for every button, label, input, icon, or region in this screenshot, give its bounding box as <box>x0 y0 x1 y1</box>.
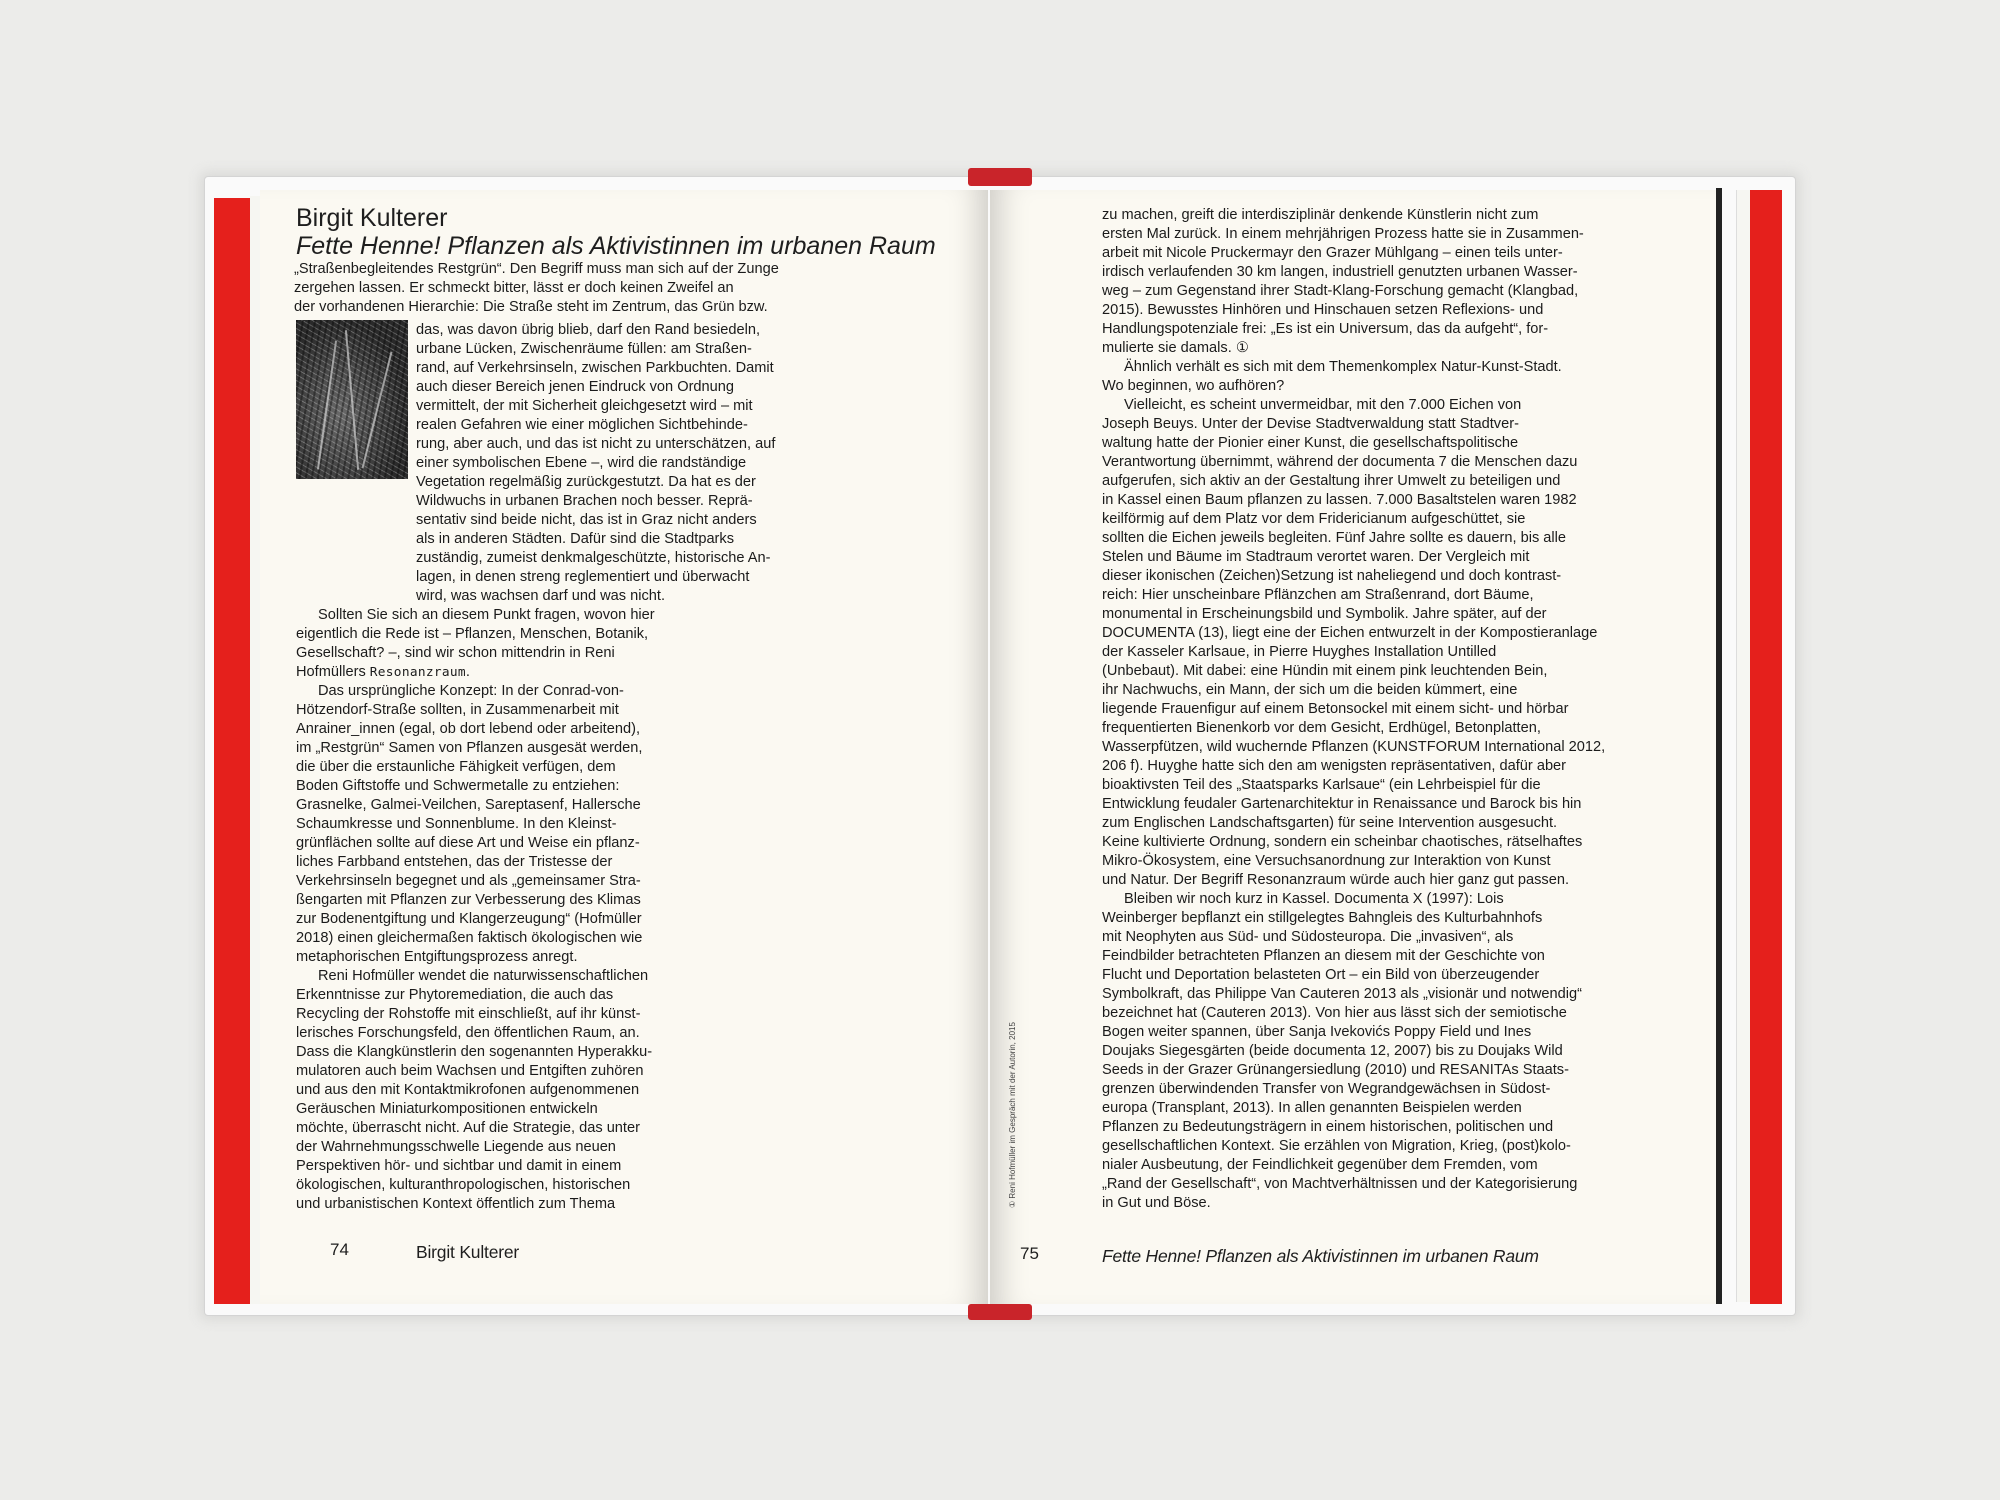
text-line: Bogen weiter spannen, über Sanja Ivekovićs Poppy Field und Ines <box>1102 1024 1532 1040</box>
text-line: rung, aber auch, und das ist nicht zu unterschätzen, auf <box>416 436 776 452</box>
page-number-right: 75 <box>1020 1244 1039 1263</box>
article-author: Birgit Kulterer <box>296 204 448 232</box>
text-line: lagen, in denen streng reglementiert und überwacht <box>416 569 750 585</box>
text-line: als in anderen Städten. Dafür sind die Stadtparks <box>416 531 735 547</box>
text-line: sentativ sind beide nicht, das ist in Graz nicht anders <box>416 512 757 528</box>
text-line: weg – zum Gegenstand ihrer Stadt-Klang-Forschung gemacht (Klangbad, <box>1102 283 1579 299</box>
text-line: Das ursprüngliche Konzept: In der Conrad-von- <box>318 683 624 699</box>
text-line: Weinberger bepflanzt ein stillgelegtes Bahngleis des Kulturbahnhofs <box>1102 910 1543 926</box>
text-line: vermittelt, der mit Sicherheit gleichgesetzt wird – mit <box>416 398 753 414</box>
text-line: DOCUMENTA (13), liegt eine der Eichen entwurzelt in der Kompostieranlage <box>1102 625 1598 641</box>
text-line: zur Bodenentgiftung und Klangerzeugung“ (Hofmüller <box>296 911 642 927</box>
text-line: die über die erstaunliche Fähigkeit verfügen, dem <box>296 759 616 775</box>
spine-headband-bottom <box>968 1304 1032 1320</box>
paragraph-2 <box>296 606 856 682</box>
footnote-credit: ① Reni Hofmüller im Gespräch mit der Autorin, 2015 <box>1008 1022 1017 1208</box>
text-line: grenzen überwindenden Transfer von Wegrandgewächsen in Südost- <box>1102 1081 1551 1097</box>
page-edge-white-right <box>1736 190 1750 1302</box>
artwork-title: Resonanzraum <box>369 665 466 680</box>
text-line: Grasnelke, Galmei-Veilchen, Sareptasenf, Hallersche <box>296 797 641 813</box>
text-line: Bleiben wir noch kurz in Kassel. Documenta X (1997): Lois <box>1124 891 1504 907</box>
text-line: monumental in Erscheinungsbild und Symbolik. Jahre später, auf der <box>1102 606 1547 622</box>
text-line: Handlungspotenziale frei: „Es ist ein Universum, das da aufgeht“, for- <box>1102 321 1549 337</box>
text-line: Perspektiven hör- und sichtbar und damit in einem <box>296 1158 622 1174</box>
right-paragraph-1 <box>1102 206 1602 358</box>
text-span: eigentlich die Rede ist – Pflanzen, Menschen, Botanik, <box>296 626 649 642</box>
right-paragraph-4 <box>1102 890 1602 1213</box>
paragraph-1 <box>296 321 856 606</box>
text-line: 2018) einen gleichermaßen faktisch ökologischen wie <box>296 930 643 946</box>
text-line: ersten Mal zurück. In einem mehrjährigen Prozess hatte sie in Zusammen- <box>1102 226 1584 242</box>
text-line: in Kassel einen Baum pflanzen zu lassen. 7.000 Basaltstelen waren 1982 <box>1102 492 1577 508</box>
page-edge-red-left <box>214 198 250 1304</box>
text-line: aufgerufen, sich aktiv an der Gestaltung ihrer Umwelt zu beteiligen und <box>1102 473 1561 489</box>
text-line: möchte, überrascht nicht. Auf die Strategie, das unter <box>296 1120 640 1136</box>
text-line: Seeds in der Grazer Grünangersiedlung (2010) und RESANITAs Staats- <box>1102 1062 1569 1078</box>
text-line: Symbolkraft, das Philippe Van Cauteren 2013 als „visionär und notwendig“ <box>1102 986 1582 1002</box>
text-line: liegende Frauenfigur auf einem Betonsockel mit einem sicht- und hörbar <box>1102 701 1569 717</box>
text-span: Sollten Sie sich an diesem Punkt fragen, wovon hier <box>318 607 655 623</box>
text-line: Doujaks Siegesgärten (beide documenta 12, 2007) bis zu Doujaks Wild <box>1102 1043 1563 1059</box>
text-line: Verantwortung übernimmt, während der documenta 7 die Menschen dazu <box>1102 454 1578 470</box>
text-line: Stelen und Bäume im Stadtraum verortet waren. Der Vergleich mit <box>1102 549 1530 565</box>
page-number-left: 74 <box>330 1240 349 1259</box>
text-line: ökologischen, kulturanthropologischen, historischen <box>296 1177 631 1193</box>
spine-headband-top <box>968 168 1032 186</box>
text-line: das, was davon übrig blieb, darf den Rand besiedeln, <box>416 322 760 338</box>
text-line: europa (Transplant, 2013). In allen genannten Beispielen werden <box>1102 1100 1522 1116</box>
text-line: (Unbebaut). Mit dabei: eine Hündin mit einem pink leuchtenden Bein, <box>1102 663 1548 679</box>
text-line <box>296 625 856 644</box>
text-line: zu machen, greift die interdisziplinär denkende Künstlerin nicht zum <box>1102 207 1539 223</box>
text-line: bezeichnet hat (Cauteren 2013). Von hier aus lässt sich der semiotische <box>1102 1005 1567 1021</box>
text-line: mulierte sie damals. ① <box>1102 340 1249 356</box>
text-line: dieser ikonischen (Zeichen)Setzung ist naheliegend und doch kontrast- <box>1102 568 1562 584</box>
text-line: ßengarten mit Pflanzen zur Verbesserung des Klimas <box>296 892 641 908</box>
text-line: 206 f). Huyghe hatte sich den am wenigsten repräsentativen, dafür aber <box>1102 758 1567 774</box>
page-edge-red-right <box>1750 190 1782 1304</box>
text-line: keilförmig auf dem Platz vor dem Fridericianum aufgeschüttet, sie <box>1102 511 1526 527</box>
text-line: zum Englischen Landschaftsgarten) für seine Intervention ausgesucht. <box>1102 815 1558 831</box>
text-line: Geräuschen Miniaturkompositionen entwickeln <box>296 1101 598 1117</box>
text-line: Vielleicht, es scheint unvermeidbar, mit den 7.000 Eichen von <box>1124 397 1522 413</box>
text-line: urbane Lücken, Zwischenräume füllen: am Straßen- <box>416 341 752 357</box>
text-span: Hofmüllers <box>296 664 370 680</box>
text-line: im „Restgrün“ Samen von Pflanzen ausgesät werden, <box>296 740 643 756</box>
text-line: Vegetation regelmäßig zurückgestutzt. Da hat es der <box>416 474 756 490</box>
text-line: Ähnlich verhält es sich mit dem Themenkomplex Natur-Kunst-Stadt. <box>1124 359 1562 375</box>
intro-text <box>294 260 834 317</box>
text-line: Wildwuchs in urbanen Brachen noch besser. Reprä- <box>416 493 753 509</box>
text-line: einer symbolischen Ebene –, wird die randständige <box>416 455 747 471</box>
text-line <box>296 644 856 663</box>
left-column-text <box>296 321 856 1214</box>
text-line: grünflächen sollte auf diese Art und Weise ein pflanz- <box>296 835 640 851</box>
running-footer-right: Fette Henne! Pflanzen als Aktivistinnen im urbanen Raum <box>1102 1246 1539 1266</box>
text-line: der Wahrnehmungsschwelle Liegende aus neuen <box>296 1139 616 1155</box>
text-line: Recycling der Rohstoffe mit einschließt, auf ihr künst- <box>296 1006 641 1022</box>
paragraph-3 <box>296 682 856 967</box>
text-line: Anrainer_innen (egal, ob dort lebend oder arbeitend), <box>296 721 641 737</box>
text-line: reich: Hier unscheinbare Pflänzchen am Straßenrand, dort Bäume, <box>1102 587 1534 603</box>
text-line: zuständig, zumeist denkmalgeschützte, historische An- <box>416 550 771 566</box>
text-line: gesellschaftlichen Kontext. Sie erzählen von Migration, Krieg, (post)kolo- <box>1102 1138 1571 1154</box>
page-edge-black-right <box>1716 188 1722 1304</box>
text-line: Wasserpfützen, wild wuchernde Pflanzen (KUNSTFORUM International 2012, <box>1102 739 1606 755</box>
text-line: Pflanzen zu Bedeutungsträgern in einem historischen, politischen und <box>1102 1119 1554 1135</box>
text-line: ihr Nachwuchs, ein Mann, der sich um die beiden kümmert, eine <box>1102 682 1518 698</box>
right-column-text <box>1102 206 1606 1213</box>
text-line: und Natur. Der Begriff Resonanzraum würde auch hier ganz gut passen. <box>1102 872 1569 888</box>
text-line: Boden Giftstoffe und Schwermetalle zu entziehen: <box>296 778 620 794</box>
text-line: Joseph Beuys. Unter der Devise Stadtverwaldung statt Stadtver- <box>1102 416 1519 432</box>
text-line: mit Neophyten aus Süd- und Südosteuropa. Die „invasiven“, als <box>1102 929 1514 945</box>
text-line: Feindbilder betrachteten Pflanzen an diesem mit der Geschichte von <box>1102 948 1545 964</box>
text-line: realen Gefahren wie einer möglichen Sichtbehinde- <box>416 417 748 433</box>
text-line: rand, auf Verkehrsinseln, zwischen Parkbuchten. Damit <box>416 360 774 376</box>
text-line: Dass die Klangkünstlerin den sogenannten Hyperakku- <box>296 1044 653 1060</box>
text-line: wird, was wachsen darf und was nicht. <box>416 588 666 604</box>
text-line: waltung hatte der Pionier einer Kunst, die gesellschaftspolitische <box>1102 435 1519 451</box>
article-title: Fette Henne! Pflanzen als Aktivistinnen im urbanen Raum <box>296 232 936 260</box>
text-line: auch dieser Bereich jenen Eindruck von Ordnung <box>416 379 735 395</box>
text-line: Mikro-Ökosystem, eine Versuchsanordnung zur Interaktion von Kunst <box>1102 853 1551 869</box>
text-line: „Straßenbegleitendes Restgrün“. Den Begriff muss man sich auf der Zunge <box>294 261 779 277</box>
running-footer-left: Birgit Kulterer <box>416 1242 520 1262</box>
text-line: Wo beginnen, wo aufhören? <box>1102 378 1285 394</box>
text-line: frequentierten Bienenkorb vor dem Gesicht, Erdhügel, Betonplatten, <box>1102 720 1541 736</box>
text-span: Gesellschaft? –, sind wir schon mittendrin in Reni <box>296 645 615 661</box>
text-line <box>296 606 856 625</box>
text-line: metaphorischen Entgiftungsprozess anregt. <box>296 949 578 965</box>
text-line: Verkehrsinseln begegnet und als „gemeinsamer Stra- <box>296 873 641 889</box>
text-line: der Kasseler Karlsaue, in Pierre Huyghes Installation Untilled <box>1102 644 1497 660</box>
text-line: bioaktivsten Teil des „Staatsparks Karlsaue“ (ein Lehrbeispiel für die <box>1102 777 1541 793</box>
text-line: mulatoren auch beim Wachsen und Entgiften zuhören <box>296 1063 644 1079</box>
text-line: Reni Hofmüller wendet die naturwissenschaftlichen <box>318 968 649 984</box>
right-paragraph-2 <box>1102 358 1602 396</box>
text-line: „Rand der Gesellschaft“, von Machtverhältnissen und der Kategorisierung <box>1102 1176 1578 1192</box>
text-line: irdisch verlaufenden 30 km langen, industriell genutzten urbanen Wasser- <box>1102 264 1578 280</box>
text-line: der vorhandenen Hierarchie: Die Straße steht im Zentrum, das Grün bzw. <box>294 299 768 315</box>
text-line: lerisches Forschungsfeld, den öffentlichen Raum, an. <box>296 1025 640 1041</box>
text-line: Keine kultivierte Ordnung, sondern ein scheinbar chaotisches, rätselhaftes <box>1102 834 1583 850</box>
paragraph-4 <box>296 967 856 1214</box>
text-line: Flucht und Deportation belasteten Ort – ein Bild von überzeugender <box>1102 967 1540 983</box>
text-line: in Gut und Böse. <box>1102 1195 1211 1211</box>
text-line: arbeit mit Nicole Pruckermayr den Grazer Mühlgang – einen teils unter- <box>1102 245 1563 261</box>
text-line: Schaumkresse und Sonnenblume. In den Kleinst- <box>296 816 617 832</box>
text-line: nialer Ausbeutung, der Feindlichkeit gegenüber dem Fremden, vom <box>1102 1157 1538 1173</box>
text-line: und aus den mit Kontaktmikrofonen aufgenommenen <box>296 1082 640 1098</box>
right-page <box>990 190 1716 1304</box>
text-line: Hötzendorf-Straße sollten, in Zusammenarbeit mit <box>296 702 619 718</box>
text-line: zergehen lassen. Er schmeckt bitter, lässt er doch keinen Zweifel an <box>294 280 734 296</box>
text-line: 2015). Bewusstes Hinhören und Hinschauen setzen Reflexions- und <box>1102 302 1544 318</box>
text-line: Hofmüllers Resonanzraum. <box>296 664 470 680</box>
right-paragraph-3 <box>1102 396 1606 890</box>
text-line: und urbanistischen Kontext öffentlich zum Thema <box>296 1196 616 1212</box>
text-line: sollten die Eichen jeweils begleiten. Fünf Jahre sollte es dauern, bis alle <box>1102 530 1567 546</box>
text-line: liches Farbband entstehen, das der Tristesse der <box>296 854 613 870</box>
text-line: Entwicklung feudaler Gartenarchitektur in Renaissance und Barock bis hin <box>1102 796 1582 812</box>
left-page <box>260 190 988 1304</box>
text-line: Erkenntnisse zur Phytoremediation, die auch das <box>296 987 614 1003</box>
